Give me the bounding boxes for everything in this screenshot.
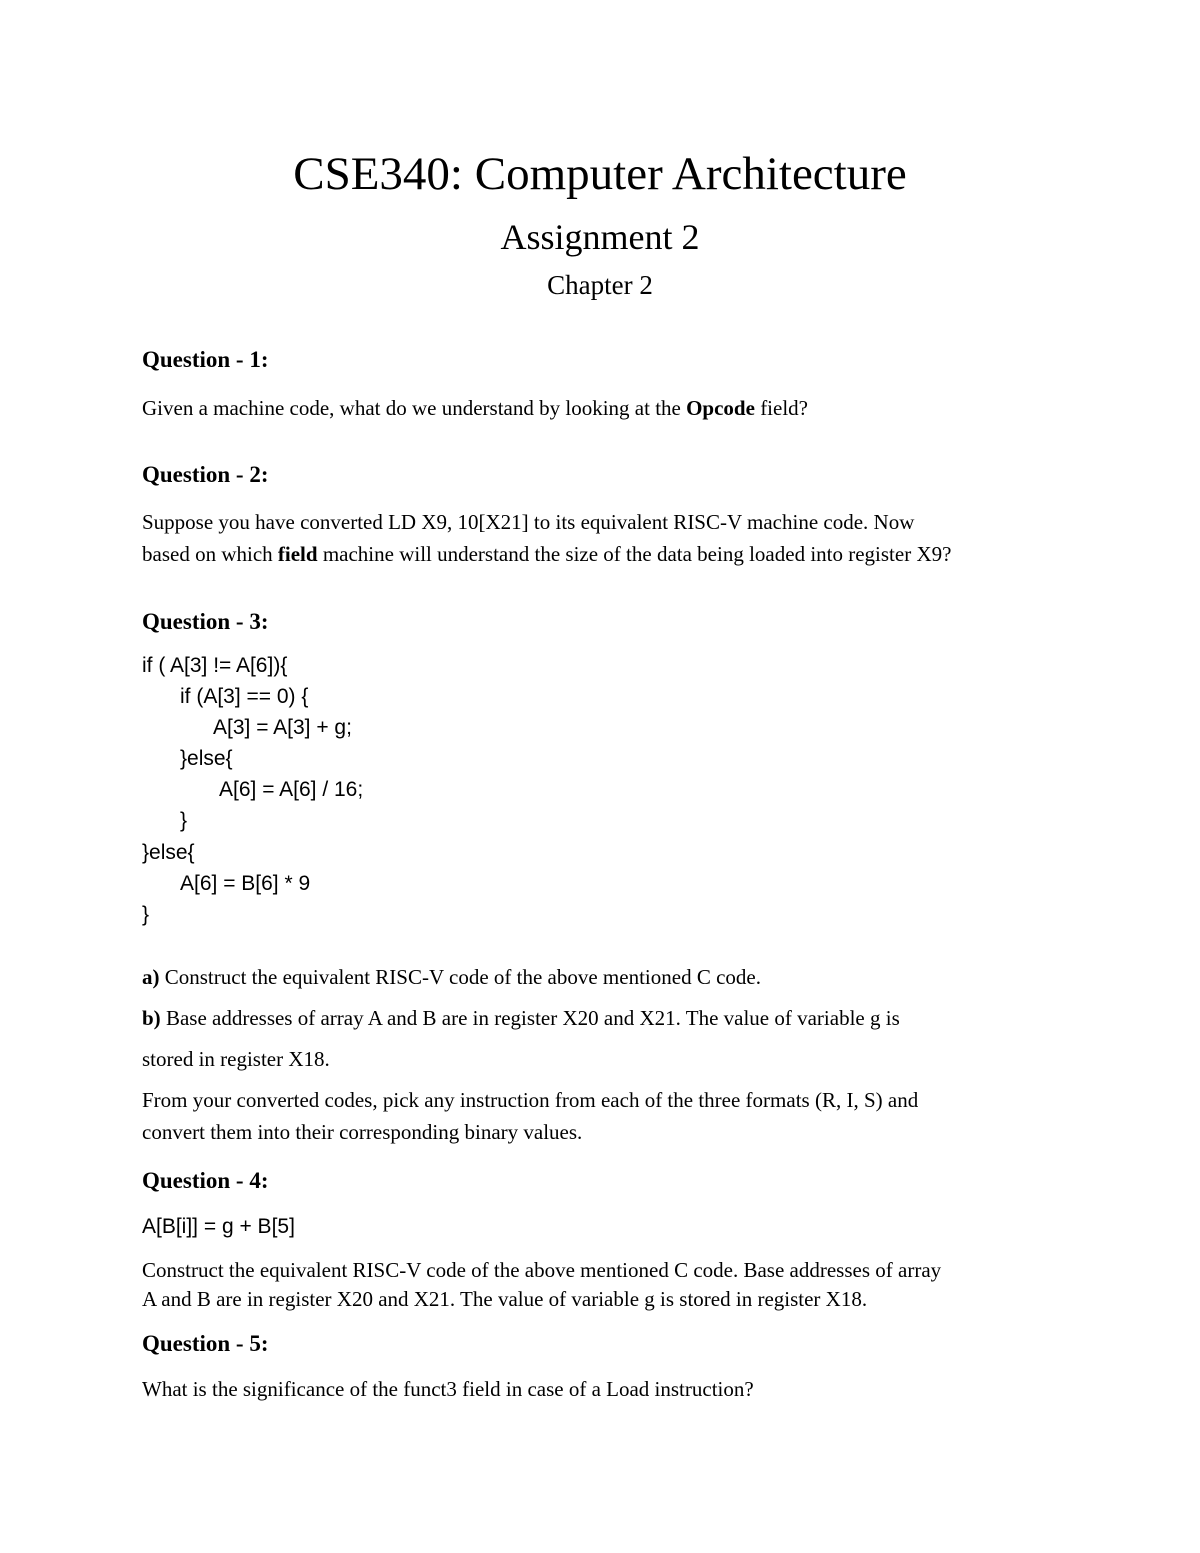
question-3-part-a	[142, 962, 761, 992]
question-2-heading: Question - 2:	[142, 462, 269, 487]
question-2-line-2	[142, 539, 951, 569]
code-line: A[3] = A[3] + g;	[213, 716, 352, 739]
part-b-label: b)	[142, 1006, 161, 1030]
assignment-subtitle: Assignment 2	[500, 217, 700, 257]
chapter-label: Chapter 2	[547, 270, 653, 300]
code-line: A[6] = B[6] * 9	[180, 872, 311, 895]
question-3-part-b	[142, 1003, 900, 1033]
code-line: }else{	[142, 841, 195, 864]
question-1-text	[142, 393, 808, 423]
question-1-heading: Question - 1:	[142, 347, 269, 372]
question-4-code: A[B[i]] = g + B[5]	[142, 1215, 295, 1238]
question-2-line-2-end: machine will understand the size of the data being loaded into register X9?	[317, 542, 952, 566]
question-3-part-b-continued: stored in register X18.	[142, 1047, 330, 1071]
part-b-text: Base addresses of array A and B are in register X20 and X21. The value of variable g is	[160, 1006, 900, 1030]
code-line: }else{	[180, 747, 233, 770]
code-line: if ( A[3] != A[6]){	[142, 654, 288, 677]
question-4-line-2: A and B are in register X20 and X21. The value of variable g is stored in register X18.	[142, 1287, 868, 1311]
part-a-label: a)	[142, 965, 160, 989]
part-a-text: Construct the equivalent RISC-V code of the above mentioned C code.	[159, 965, 761, 989]
question-4-heading: Question - 4:	[142, 1168, 269, 1193]
question-3-heading: Question - 3:	[142, 609, 269, 634]
document-title: CSE340: Computer Architecture	[293, 148, 907, 200]
opcode-term: Opcode	[686, 396, 755, 420]
question-4-line-1: Construct the equivalent RISC-V code of the above mentioned C code. Base addresses of array	[142, 1258, 942, 1282]
question-1-text-end: field?	[754, 396, 808, 420]
code-line: A[6] = A[6] / 16;	[219, 778, 364, 801]
code-line: }	[180, 809, 188, 832]
code-line: }	[142, 903, 150, 926]
question-3-instruction-line-2: convert them into their corresponding binary values.	[142, 1120, 583, 1144]
question-5-heading: Question - 5:	[142, 1331, 269, 1356]
question-3-instruction-line-1: From your converted codes, pick any instruction from each of the three formats (R, I, S) and	[142, 1088, 919, 1112]
code-line: if (A[3] == 0) {	[180, 685, 309, 708]
field-term: field	[277, 542, 318, 566]
question-2-line-1: Suppose you have converted LD X9, 10[X21] to its equivalent RISC-V machine code. Now	[142, 510, 915, 534]
question-1-text-start: Given a machine code, what do we understand by looking at the	[142, 396, 687, 420]
question-5-text: What is the significance of the funct3 field in case of a Load instruction?	[142, 1377, 754, 1401]
question-2-line-2-start: based on which	[142, 542, 278, 566]
